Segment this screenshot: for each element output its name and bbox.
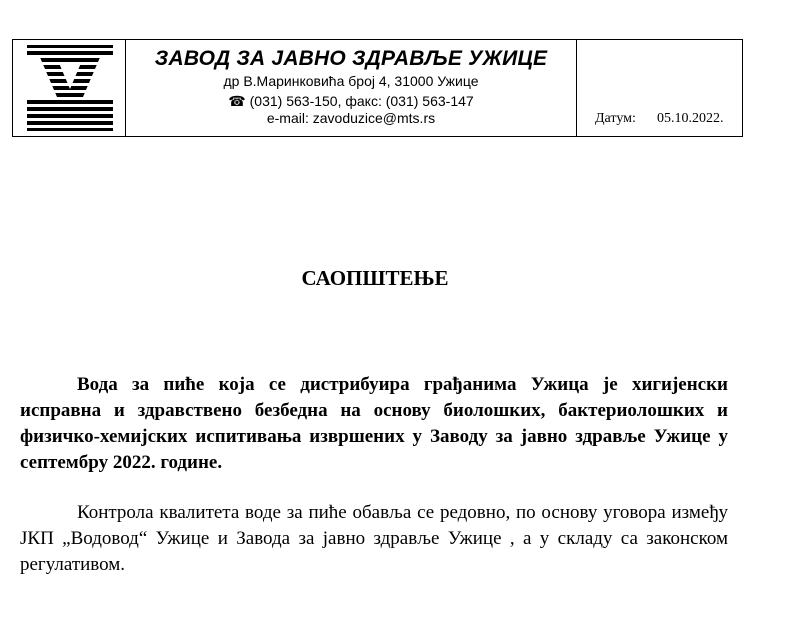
- institute-name: ЗАВОД ЗА ЈАВНО ЗДРАВЉЕ УЖИЦЕ: [154, 47, 548, 70]
- announcement-paragraph-2: Контрола квалитета воде за пиће обавља се редовно, по основу уговора између ЈКП „Водовод“ Ужице и Завода за јавно здравље Ужице , а у складу са законском регулативом.: [20, 502, 728, 575]
- letterhead: [12, 39, 743, 137]
- logo-cell: [13, 40, 126, 136]
- announcement-paragraph-1: Вода за пиће која се дистрибуира грађанима Ужица је хигијенски исправна и здравствено безбедна на основу биолошких, бактериолошких и физичко-хемијских испитивања извршених у Заводу за јавно здравље Ужице у септембру 2022. године.: [20, 374, 728, 473]
- date-value: 05.10.2022.: [657, 111, 724, 126]
- institute-address: др В.Маринковића број 4, 31000 Ужице: [223, 73, 479, 89]
- date-cell: [577, 40, 742, 136]
- date-label: Датум:: [595, 111, 636, 126]
- institute-logo: [27, 45, 113, 131]
- document-title: САОПШТЕЊЕ: [301, 266, 449, 290]
- institute-phone-line: [126, 93, 576, 110]
- institute-email: e-mail: zavoduzice@mts.rs: [266, 110, 436, 126]
- institute-info: [126, 40, 577, 136]
- phone-numbers: (031) 563-150, факс: (031) 563-147: [249, 93, 474, 109]
- telephone-icon: ☎: [228, 93, 246, 109]
